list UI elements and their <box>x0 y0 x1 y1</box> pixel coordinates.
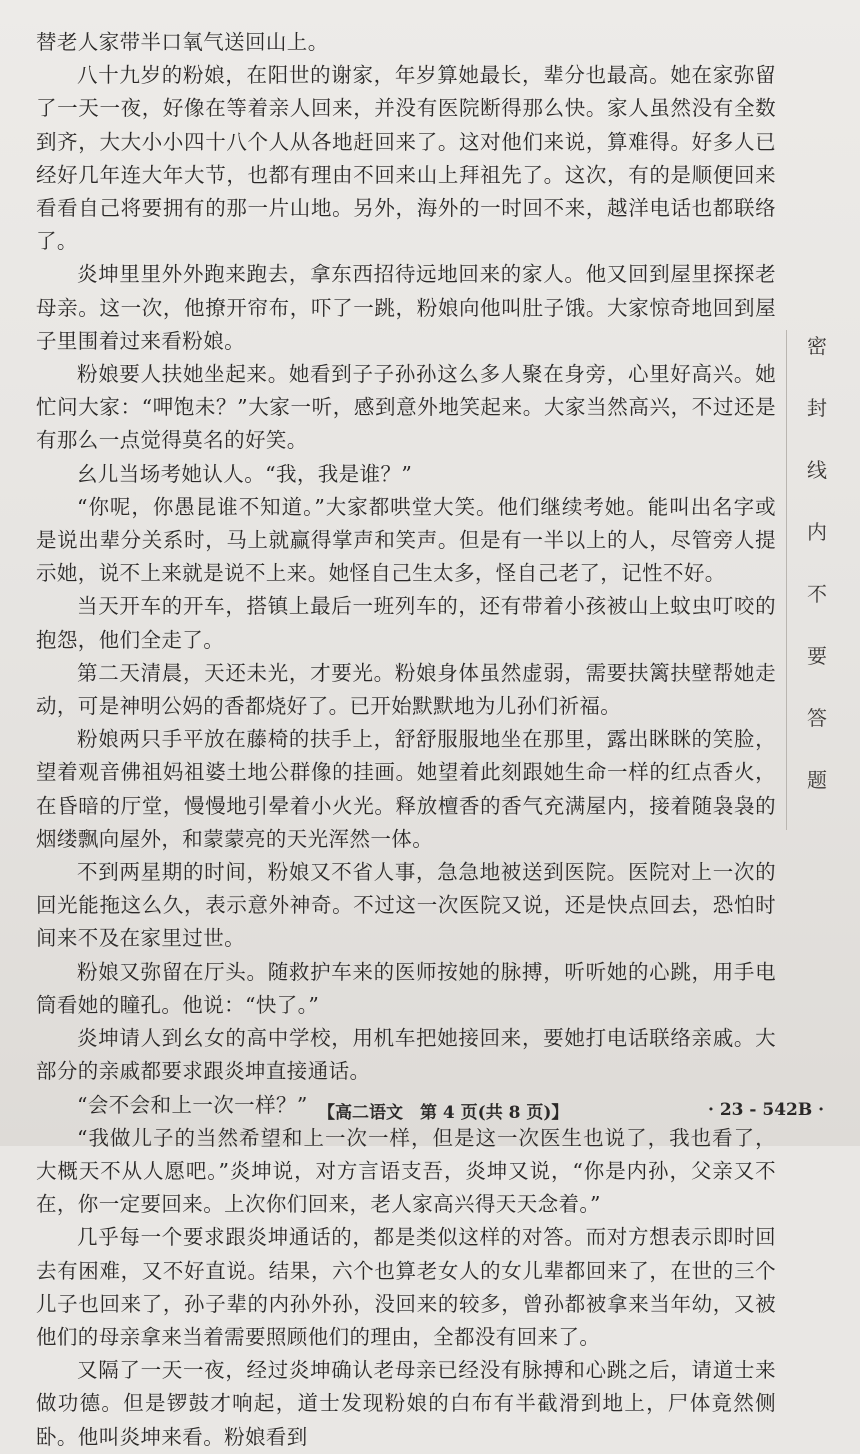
passage-paragraph: “你呢，你愚昆谁不知道。”大家都哄堂大笑。他们继续考她。能叫出名字或是说出辈分关系时，马上就赢得掌声和笑声。但是有一半以上的人，尽管旁人提示她，说不上来就是说不上来。她怪自己生太多，怪自己老了，记性不好。 <box>36 494 776 586</box>
passage-paragraph: 粉娘要人扶她坐起来。她看到子子孙孙这么多人聚在身旁，心里好高兴。她忙问大家：“呷饱未？”大家一听，感到意外地笑起来。大家当然高兴，不过还是有那么一点觉得莫名的好笑。 <box>36 362 776 453</box>
passage-paragraph: 炎坤请人到幺女的高中学校，用机车把她接回来，要她打电话联络亲戚。大部分的亲戚都要求跟炎坤直接通话。 <box>36 1026 776 1084</box>
passage-paragraph: 八十九岁的粉娘，在阳世的谢家，年岁算她最长，辈分也最高。她在家弥留了一天一夜，好像在等着亲人回来，并没有医院断得那么快。家人虽然没有全数到齐，大大小小四十八个人从各地赶回来了。这对他们来说，算难得。好多人已经好几年连大年大节，也都有理由不回来山上拜祖先了。这次，有的是顺便回来看看自己将要拥有的那一片山地。另外，海外的一时回不来，越洋电话也都联络了。 <box>36 63 776 254</box>
seal-line-char: 封 <box>807 396 827 420</box>
passage-paragraph: 当天开车的开车，搭镇上最后一班列车的，还有带着小孩被山上蚊虫叮咬的抱怨，他们全走了。 <box>36 594 776 652</box>
footer-page-info: 【高二语文 第 4 页(共 8 页)】 <box>318 1103 569 1123</box>
seal-line-margin <box>786 330 845 830</box>
passage-paragraph: 不到两星期的时间，粉娘又不省人事，急急地被送到医院。医院对上一次的回光能拖这么久，表示意外神奇。不过这一次医院又说，还是快点回去，恐怕时间来不及在家里过世。 <box>36 860 776 951</box>
page-footer <box>0 1098 860 1128</box>
seal-line-char: 答 <box>807 706 827 730</box>
passage-paragraph: 第二天清晨，天还未光，才要光。粉娘身体虽然虚弱，需要扶篱扶壁帮她走动，可是神明公妈的香都烧好了。已开始默默地为儿孙们祈福。 <box>36 660 776 719</box>
passage-paragraph: 幺儿当场考她认人。“我，我是谁？” <box>77 461 413 486</box>
passage-paragraph: “会不会和上一次一样？” <box>77 1092 308 1117</box>
passage-paragraph: 又隔了一天一夜，经过炎坤确认老母亲已经没有脉搏和心跳之后，请道士来做功德。但是锣鼓才响起，道士发现粉娘的白布有半截滑到地上，尸体竟然侧卧。他叫炎坤来看。粉娘看到 <box>36 1358 776 1449</box>
footer-exam-code: · 23 - 542B · <box>708 1100 825 1120</box>
passage-paragraph: 炎坤里里外外跑来跑去，拿东西招待远地回来的家人。他又回到屋里探探老母亲。这一次，他撩开帘布，吓了一跳，粉娘向他叫肚子饿。大家惊奇地回到屋子里围着过来看粉娘。 <box>36 262 776 353</box>
passage-paragraph: “我做儿子的当然希望和上一次一样，但是这一次医生也说了，我也看了，大概天不从人愿吧。”炎坤说，对方言语支吾，炎坤又说，“你是内孙，父亲又不在，你一定要回来。上次你们回来，老人家高兴得天天念着。” <box>36 1125 776 1217</box>
passage-paragraph: 几乎每一个要求跟炎坤通话的，都是类似这样的对答。而对方想表示即时回去有困难，又不好直说。结果，六个也算老女人的女儿辈都回来了，在世的三个儿子也回来了，孙子辈的内孙外孙，没回来的较多，曾孙都被拿来当年幼，又被他们的母亲拿来当着需要照顾他们的理由，全都没有回来了。 <box>36 1225 776 1349</box>
seal-line-char: 线 <box>807 458 827 482</box>
passage-paragraph: 替老人家带半口氧气送回山上。 <box>36 30 329 54</box>
seal-line-char: 要 <box>807 644 827 668</box>
passage-paragraph: 粉娘又弥留在厅头。随救护车来的医师按她的脉搏，听听她的心跳，用手电筒看她的瞳孔。他说：“快了。” <box>36 959 776 1017</box>
seal-line-char: 内 <box>807 520 827 544</box>
seal-line-char: 不 <box>807 582 827 606</box>
seal-line-char: 题 <box>807 768 827 792</box>
seal-line-char: 密 <box>807 334 827 358</box>
passage-body <box>36 26 776 1454</box>
passage-paragraph: 粉娘两只手平放在藤椅的扶手上，舒舒服服地坐在那里，露出眯眯的笑脸，望着观音佛祖妈祖婆土地公群像的挂画。她望着此刻跟她生命一样的红点香火，在昏暗的厅堂，慢慢地引晕着小火光。释放檀香的香气充满屋内，接着随袅袅的烟缕飘向屋外，和蒙蒙亮的天光浑然一体。 <box>36 727 776 851</box>
